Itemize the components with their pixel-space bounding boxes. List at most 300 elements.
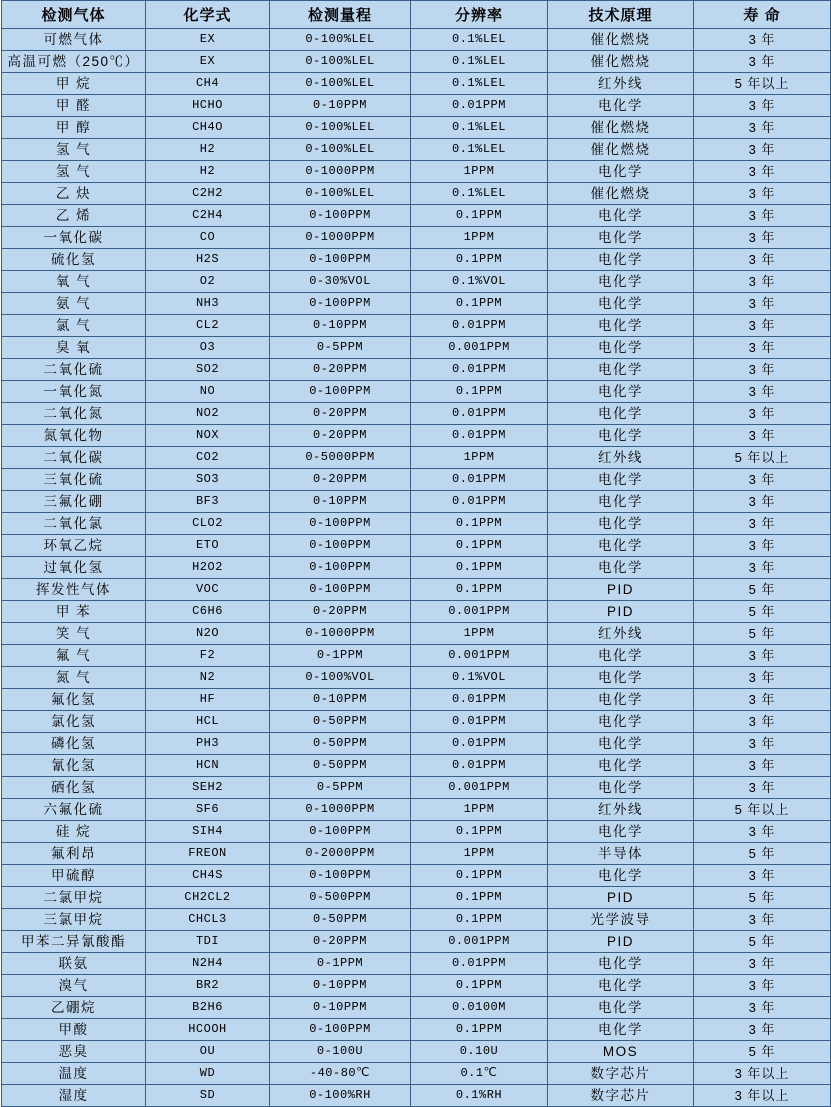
cell-range: 0-100%LEL: [270, 117, 411, 139]
table-row: [2, 623, 831, 645]
cell-gas-name: 三氧化硫: [2, 469, 146, 491]
cell-resolution: 0.1PPM: [411, 579, 548, 601]
cell-formula: CLO2: [146, 513, 270, 535]
table-row: [2, 843, 831, 865]
cell-gas-name: 挥发性气体: [2, 579, 146, 601]
cell-formula: C2H2: [146, 183, 270, 205]
cell-principle: 电化学: [548, 293, 694, 315]
cell-lifetime: 5 年: [694, 601, 831, 623]
table-header: [2, 1, 831, 29]
cell-formula: CH4S: [146, 865, 270, 887]
cell-principle: 电化学: [548, 557, 694, 579]
cell-formula: CO2: [146, 447, 270, 469]
cell-gas-name: 湿度: [2, 1085, 146, 1107]
cell-principle: PID: [548, 601, 694, 623]
cell-resolution: 0.01PPM: [411, 425, 548, 447]
cell-resolution: 0.1%RH: [411, 1085, 548, 1107]
cell-gas-name: 氯化氢: [2, 711, 146, 733]
cell-formula: F2: [146, 645, 270, 667]
cell-resolution: 1PPM: [411, 447, 548, 469]
cell-formula: PH3: [146, 733, 270, 755]
cell-principle: 电化学: [548, 403, 694, 425]
column-header-lifetime: 寿 命: [694, 1, 831, 29]
cell-lifetime: 5 年以上: [694, 799, 831, 821]
column-header-formula: 化学式: [146, 1, 270, 29]
cell-lifetime: 3 年: [694, 227, 831, 249]
cell-principle: 电化学: [548, 865, 694, 887]
cell-resolution: 0.1PPM: [411, 975, 548, 997]
cell-principle: 电化学: [548, 469, 694, 491]
cell-gas-name: 磷化氢: [2, 733, 146, 755]
cell-lifetime: 3 年: [694, 359, 831, 381]
table-row: [2, 689, 831, 711]
cell-resolution: 0.01PPM: [411, 359, 548, 381]
cell-resolution: 0.1PPM: [411, 513, 548, 535]
cell-principle: 红外线: [548, 73, 694, 95]
cell-resolution: 0.01PPM: [411, 95, 548, 117]
cell-formula: HCN: [146, 755, 270, 777]
cell-range: 0-10PPM: [270, 689, 411, 711]
cell-formula: BR2: [146, 975, 270, 997]
cell-gas-name: 甲苯二异氰酸酯: [2, 931, 146, 953]
cell-gas-name: 氟化氢: [2, 689, 146, 711]
cell-gas-name: 甲硫醇: [2, 865, 146, 887]
cell-lifetime: 3 年: [694, 117, 831, 139]
cell-resolution: 0.01PPM: [411, 733, 548, 755]
cell-gas-name: 二氧化硫: [2, 359, 146, 381]
cell-lifetime: 3 年: [694, 95, 831, 117]
cell-principle: 电化学: [548, 975, 694, 997]
cell-principle: PID: [548, 579, 694, 601]
cell-formula: CH4O: [146, 117, 270, 139]
column-header-gas-name: 检测气体: [2, 1, 146, 29]
cell-formula: H2: [146, 161, 270, 183]
cell-resolution: 0.1PPM: [411, 381, 548, 403]
table-row: [2, 667, 831, 689]
cell-range: 0-100PPM: [270, 381, 411, 403]
cell-principle: 电化学: [548, 755, 694, 777]
table-row: [2, 865, 831, 887]
cell-range: 0-20PPM: [270, 425, 411, 447]
cell-gas-name: 一氧化碳: [2, 227, 146, 249]
cell-lifetime: 3 年: [694, 689, 831, 711]
cell-gas-name: 甲 苯: [2, 601, 146, 623]
table-row: [2, 403, 831, 425]
table-row: [2, 535, 831, 557]
cell-principle: 电化学: [548, 271, 694, 293]
cell-formula: FREON: [146, 843, 270, 865]
cell-gas-name: 氟利昂: [2, 843, 146, 865]
cell-principle: 催化燃烧: [548, 51, 694, 73]
cell-gas-name: 硫化氢: [2, 249, 146, 271]
cell-range: 0-100PPM: [270, 535, 411, 557]
table-row: [2, 755, 831, 777]
cell-lifetime: 3 年: [694, 337, 831, 359]
cell-range: 0-20PPM: [270, 469, 411, 491]
table-row: [2, 733, 831, 755]
cell-principle: 电化学: [548, 667, 694, 689]
cell-resolution: 0.1%VOL: [411, 667, 548, 689]
cell-resolution: 0.01PPM: [411, 711, 548, 733]
cell-lifetime: 3 年: [694, 557, 831, 579]
cell-gas-name: 二氧化碳: [2, 447, 146, 469]
cell-formula: OU: [146, 1041, 270, 1063]
cell-lifetime: 3 年以上: [694, 1063, 831, 1085]
cell-resolution: 0.1%LEL: [411, 29, 548, 51]
cell-gas-name: 恶臭: [2, 1041, 146, 1063]
cell-formula: BF3: [146, 491, 270, 513]
table-row: [2, 1041, 831, 1063]
table-row: [2, 887, 831, 909]
cell-resolution: 0.01PPM: [411, 953, 548, 975]
cell-lifetime: 5 年: [694, 887, 831, 909]
cell-gas-name: 氯 气: [2, 315, 146, 337]
cell-gas-name: 一氧化氮: [2, 381, 146, 403]
cell-lifetime: 3 年: [694, 51, 831, 73]
table-row: [2, 579, 831, 601]
cell-principle: 红外线: [548, 447, 694, 469]
cell-gas-name: 氮氧化物: [2, 425, 146, 447]
cell-resolution: 0.01PPM: [411, 403, 548, 425]
cell-formula: HCL: [146, 711, 270, 733]
cell-resolution: 0.1PPM: [411, 557, 548, 579]
cell-resolution: 1PPM: [411, 623, 548, 645]
cell-range: 0-20PPM: [270, 931, 411, 953]
cell-lifetime: 3 年: [694, 183, 831, 205]
cell-principle: 电化学: [548, 95, 694, 117]
cell-resolution: 0.1PPM: [411, 821, 548, 843]
cell-gas-name: 氮 气: [2, 667, 146, 689]
cell-resolution: 1PPM: [411, 161, 548, 183]
cell-lifetime: 3 年: [694, 997, 831, 1019]
cell-lifetime: 3 年: [694, 29, 831, 51]
cell-gas-name: 乙 炔: [2, 183, 146, 205]
cell-principle: 半导体: [548, 843, 694, 865]
cell-lifetime: 5 年以上: [694, 73, 831, 95]
cell-lifetime: 3 年: [694, 139, 831, 161]
cell-formula: SEH2: [146, 777, 270, 799]
cell-formula: N2O: [146, 623, 270, 645]
table-row: [2, 227, 831, 249]
cell-principle: 电化学: [548, 953, 694, 975]
table-row: [2, 975, 831, 997]
cell-resolution: 0.1PPM: [411, 865, 548, 887]
cell-resolution: 0.1%LEL: [411, 139, 548, 161]
cell-range: 0-100U: [270, 1041, 411, 1063]
cell-principle: 电化学: [548, 337, 694, 359]
cell-lifetime: 3 年: [694, 953, 831, 975]
cell-range: 0-20PPM: [270, 359, 411, 381]
cell-range: 0-50PPM: [270, 909, 411, 931]
table-row: [2, 513, 831, 535]
cell-principle: MOS: [548, 1041, 694, 1063]
cell-gas-name: 笑 气: [2, 623, 146, 645]
cell-gas-name: 臭 氧: [2, 337, 146, 359]
cell-formula: N2H4: [146, 953, 270, 975]
cell-gas-name: 硒化氢: [2, 777, 146, 799]
cell-lifetime: 3 年: [694, 821, 831, 843]
cell-resolution: 0.10U: [411, 1041, 548, 1063]
cell-formula: EX: [146, 51, 270, 73]
cell-principle: 电化学: [548, 997, 694, 1019]
cell-formula: B2H6: [146, 997, 270, 1019]
table-row: [2, 953, 831, 975]
cell-formula: CHCL3: [146, 909, 270, 931]
cell-principle: 电化学: [548, 359, 694, 381]
cell-resolution: 0.1%LEL: [411, 117, 548, 139]
column-header-resolution: 分辨率: [411, 1, 548, 29]
table-row: [2, 469, 831, 491]
cell-range: 0-100PPM: [270, 513, 411, 535]
column-header-range: 检测量程: [270, 1, 411, 29]
cell-principle: 电化学: [548, 249, 694, 271]
cell-gas-name: 三氯甲烷: [2, 909, 146, 931]
cell-gas-name: 温度: [2, 1063, 146, 1085]
cell-gas-name: 甲酸: [2, 1019, 146, 1041]
cell-principle: 电化学: [548, 645, 694, 667]
cell-formula: CH4: [146, 73, 270, 95]
cell-resolution: 0.1PPM: [411, 205, 548, 227]
cell-principle: 电化学: [548, 733, 694, 755]
cell-gas-name: 可燃气体: [2, 29, 146, 51]
cell-formula: SO2: [146, 359, 270, 381]
table-row: [2, 821, 831, 843]
table-row: [2, 1085, 831, 1107]
cell-formula: H2O2: [146, 557, 270, 579]
cell-formula: O3: [146, 337, 270, 359]
cell-resolution: 0.01PPM: [411, 491, 548, 513]
table-row: [2, 139, 831, 161]
cell-principle: 红外线: [548, 799, 694, 821]
cell-lifetime: 3 年: [694, 755, 831, 777]
cell-formula: SO3: [146, 469, 270, 491]
table-row: [2, 1019, 831, 1041]
cell-resolution: 0.0100M: [411, 997, 548, 1019]
cell-range: 0-1000PPM: [270, 623, 411, 645]
table-row: [2, 777, 831, 799]
cell-principle: 电化学: [548, 821, 694, 843]
cell-gas-name: 二氧化氮: [2, 403, 146, 425]
cell-resolution: 0.1%LEL: [411, 183, 548, 205]
table-row: [2, 315, 831, 337]
table-row: [2, 997, 831, 1019]
cell-lifetime: 3 年: [694, 513, 831, 535]
cell-gas-name: 溴气: [2, 975, 146, 997]
table-row: [2, 645, 831, 667]
cell-range: 0-100PPM: [270, 557, 411, 579]
table-row: [2, 491, 831, 513]
cell-range: 0-1000PPM: [270, 227, 411, 249]
cell-resolution: 0.01PPM: [411, 315, 548, 337]
cell-range: 0-100PPM: [270, 1019, 411, 1041]
table-row: [2, 161, 831, 183]
cell-formula: EX: [146, 29, 270, 51]
cell-range: 0-2000PPM: [270, 843, 411, 865]
table-row: [2, 711, 831, 733]
cell-range: 0-50PPM: [270, 755, 411, 777]
cell-resolution: 0.001PPM: [411, 645, 548, 667]
cell-resolution: 0.1PPM: [411, 887, 548, 909]
cell-principle: 电化学: [548, 161, 694, 183]
cell-principle: 电化学: [548, 777, 694, 799]
cell-range: 0-100PPM: [270, 205, 411, 227]
cell-resolution: 0.1PPM: [411, 1019, 548, 1041]
cell-formula: HCHO: [146, 95, 270, 117]
cell-formula: SD: [146, 1085, 270, 1107]
cell-principle: 电化学: [548, 1019, 694, 1041]
cell-range: 0-50PPM: [270, 711, 411, 733]
cell-range: 0-100PPM: [270, 579, 411, 601]
cell-lifetime: 3 年: [694, 425, 831, 447]
table-row: [2, 29, 831, 51]
cell-resolution: 0.1%VOL: [411, 271, 548, 293]
table-row: [2, 293, 831, 315]
cell-lifetime: 3 年: [694, 249, 831, 271]
cell-resolution: 1PPM: [411, 843, 548, 865]
cell-principle: 催化燃烧: [548, 29, 694, 51]
cell-range: 0-100%LEL: [270, 139, 411, 161]
cell-range: -40-80℃: [270, 1063, 411, 1085]
table-header-row: [2, 1, 831, 29]
cell-range: 0-10PPM: [270, 975, 411, 997]
cell-principle: 光学波导: [548, 909, 694, 931]
cell-formula: NO: [146, 381, 270, 403]
cell-principle: 电化学: [548, 491, 694, 513]
cell-gas-name: 甲 烷: [2, 73, 146, 95]
cell-lifetime: 3 年: [694, 161, 831, 183]
cell-formula: N2: [146, 667, 270, 689]
cell-resolution: 0.001PPM: [411, 601, 548, 623]
cell-lifetime: 3 年: [694, 535, 831, 557]
cell-range: 0-30%VOL: [270, 271, 411, 293]
cell-lifetime: 3 年: [694, 909, 831, 931]
cell-formula: O2: [146, 271, 270, 293]
cell-lifetime: 5 年: [694, 579, 831, 601]
table-body: [2, 29, 831, 1107]
cell-lifetime: 3 年: [694, 491, 831, 513]
table-row: [2, 909, 831, 931]
cell-range: 0-5PPM: [270, 337, 411, 359]
cell-gas-name: 氨 气: [2, 293, 146, 315]
cell-lifetime: 3 年: [694, 667, 831, 689]
table-row: [2, 205, 831, 227]
cell-resolution: 0.001PPM: [411, 337, 548, 359]
cell-principle: 催化燃烧: [548, 139, 694, 161]
table-row: [2, 381, 831, 403]
cell-range: 0-50PPM: [270, 733, 411, 755]
cell-gas-name: 甲 醛: [2, 95, 146, 117]
cell-range: 0-100%VOL: [270, 667, 411, 689]
cell-lifetime: 3 年: [694, 403, 831, 425]
cell-lifetime: 3 年: [694, 315, 831, 337]
cell-gas-name: 过氧化氢: [2, 557, 146, 579]
cell-range: 0-10PPM: [270, 95, 411, 117]
cell-gas-name: 环氧乙烷: [2, 535, 146, 557]
cell-principle: 电化学: [548, 689, 694, 711]
cell-principle: 电化学: [548, 381, 694, 403]
cell-principle: 电化学: [548, 315, 694, 337]
cell-formula: NH3: [146, 293, 270, 315]
cell-lifetime: 3 年: [694, 381, 831, 403]
cell-range: 0-1PPM: [270, 645, 411, 667]
cell-principle: 催化燃烧: [548, 117, 694, 139]
cell-lifetime: 3 年: [694, 865, 831, 887]
cell-range: 0-500PPM: [270, 887, 411, 909]
cell-lifetime: 3 年: [694, 469, 831, 491]
cell-resolution: 0.1PPM: [411, 249, 548, 271]
cell-formula: SIH4: [146, 821, 270, 843]
cell-range: 0-1PPM: [270, 953, 411, 975]
cell-resolution: 0.1PPM: [411, 535, 548, 557]
cell-principle: 电化学: [548, 425, 694, 447]
cell-lifetime: 3 年: [694, 1019, 831, 1041]
cell-lifetime: 3 年: [694, 205, 831, 227]
table-row: [2, 183, 831, 205]
cell-gas-name: 乙硼烷: [2, 997, 146, 1019]
cell-gas-name: 氰化氢: [2, 755, 146, 777]
table-row: [2, 73, 831, 95]
cell-resolution: 0.001PPM: [411, 931, 548, 953]
cell-gas-name: 高温可燃（250℃）: [2, 51, 146, 73]
cell-formula: SF6: [146, 799, 270, 821]
table-row: [2, 799, 831, 821]
cell-gas-name: 氧 气: [2, 271, 146, 293]
cell-lifetime: 5 年: [694, 843, 831, 865]
cell-principle: 电化学: [548, 513, 694, 535]
cell-resolution: 0.1PPM: [411, 909, 548, 931]
cell-principle: 数字芯片: [548, 1085, 694, 1107]
table-row: [2, 557, 831, 579]
cell-resolution: 0.01PPM: [411, 755, 548, 777]
cell-principle: 电化学: [548, 227, 694, 249]
cell-formula: CO: [146, 227, 270, 249]
cell-gas-name: 氟 气: [2, 645, 146, 667]
cell-lifetime: 3 年: [694, 271, 831, 293]
cell-gas-name: 硅 烷: [2, 821, 146, 843]
cell-resolution: 0.1℃: [411, 1063, 548, 1085]
cell-principle: 电化学: [548, 535, 694, 557]
cell-formula: TDI: [146, 931, 270, 953]
cell-resolution: 0.1%LEL: [411, 73, 548, 95]
column-header-principle: 技术原理: [548, 1, 694, 29]
cell-formula: CL2: [146, 315, 270, 337]
table-row: [2, 359, 831, 381]
cell-principle: 催化燃烧: [548, 183, 694, 205]
gas-sensor-table: [1, 0, 831, 1107]
cell-gas-name: 三氟化硼: [2, 491, 146, 513]
table-row: [2, 1063, 831, 1085]
cell-range: 0-1000PPM: [270, 799, 411, 821]
cell-resolution: 0.01PPM: [411, 469, 548, 491]
cell-resolution: 0.1%LEL: [411, 51, 548, 73]
cell-range: 0-100PPM: [270, 293, 411, 315]
table-row: [2, 337, 831, 359]
cell-lifetime: 3 年: [694, 733, 831, 755]
cell-principle: PID: [548, 931, 694, 953]
cell-resolution: 0.1PPM: [411, 293, 548, 315]
table-row: [2, 117, 831, 139]
cell-formula: HF: [146, 689, 270, 711]
cell-lifetime: 5 年: [694, 931, 831, 953]
cell-formula: ETO: [146, 535, 270, 557]
table-row: [2, 271, 831, 293]
cell-range: 0-10PPM: [270, 315, 411, 337]
cell-principle: 电化学: [548, 711, 694, 733]
cell-lifetime: 5 年: [694, 1041, 831, 1063]
cell-resolution: 0.001PPM: [411, 777, 548, 799]
cell-gas-name: 氢 气: [2, 161, 146, 183]
cell-range: 0-20PPM: [270, 403, 411, 425]
